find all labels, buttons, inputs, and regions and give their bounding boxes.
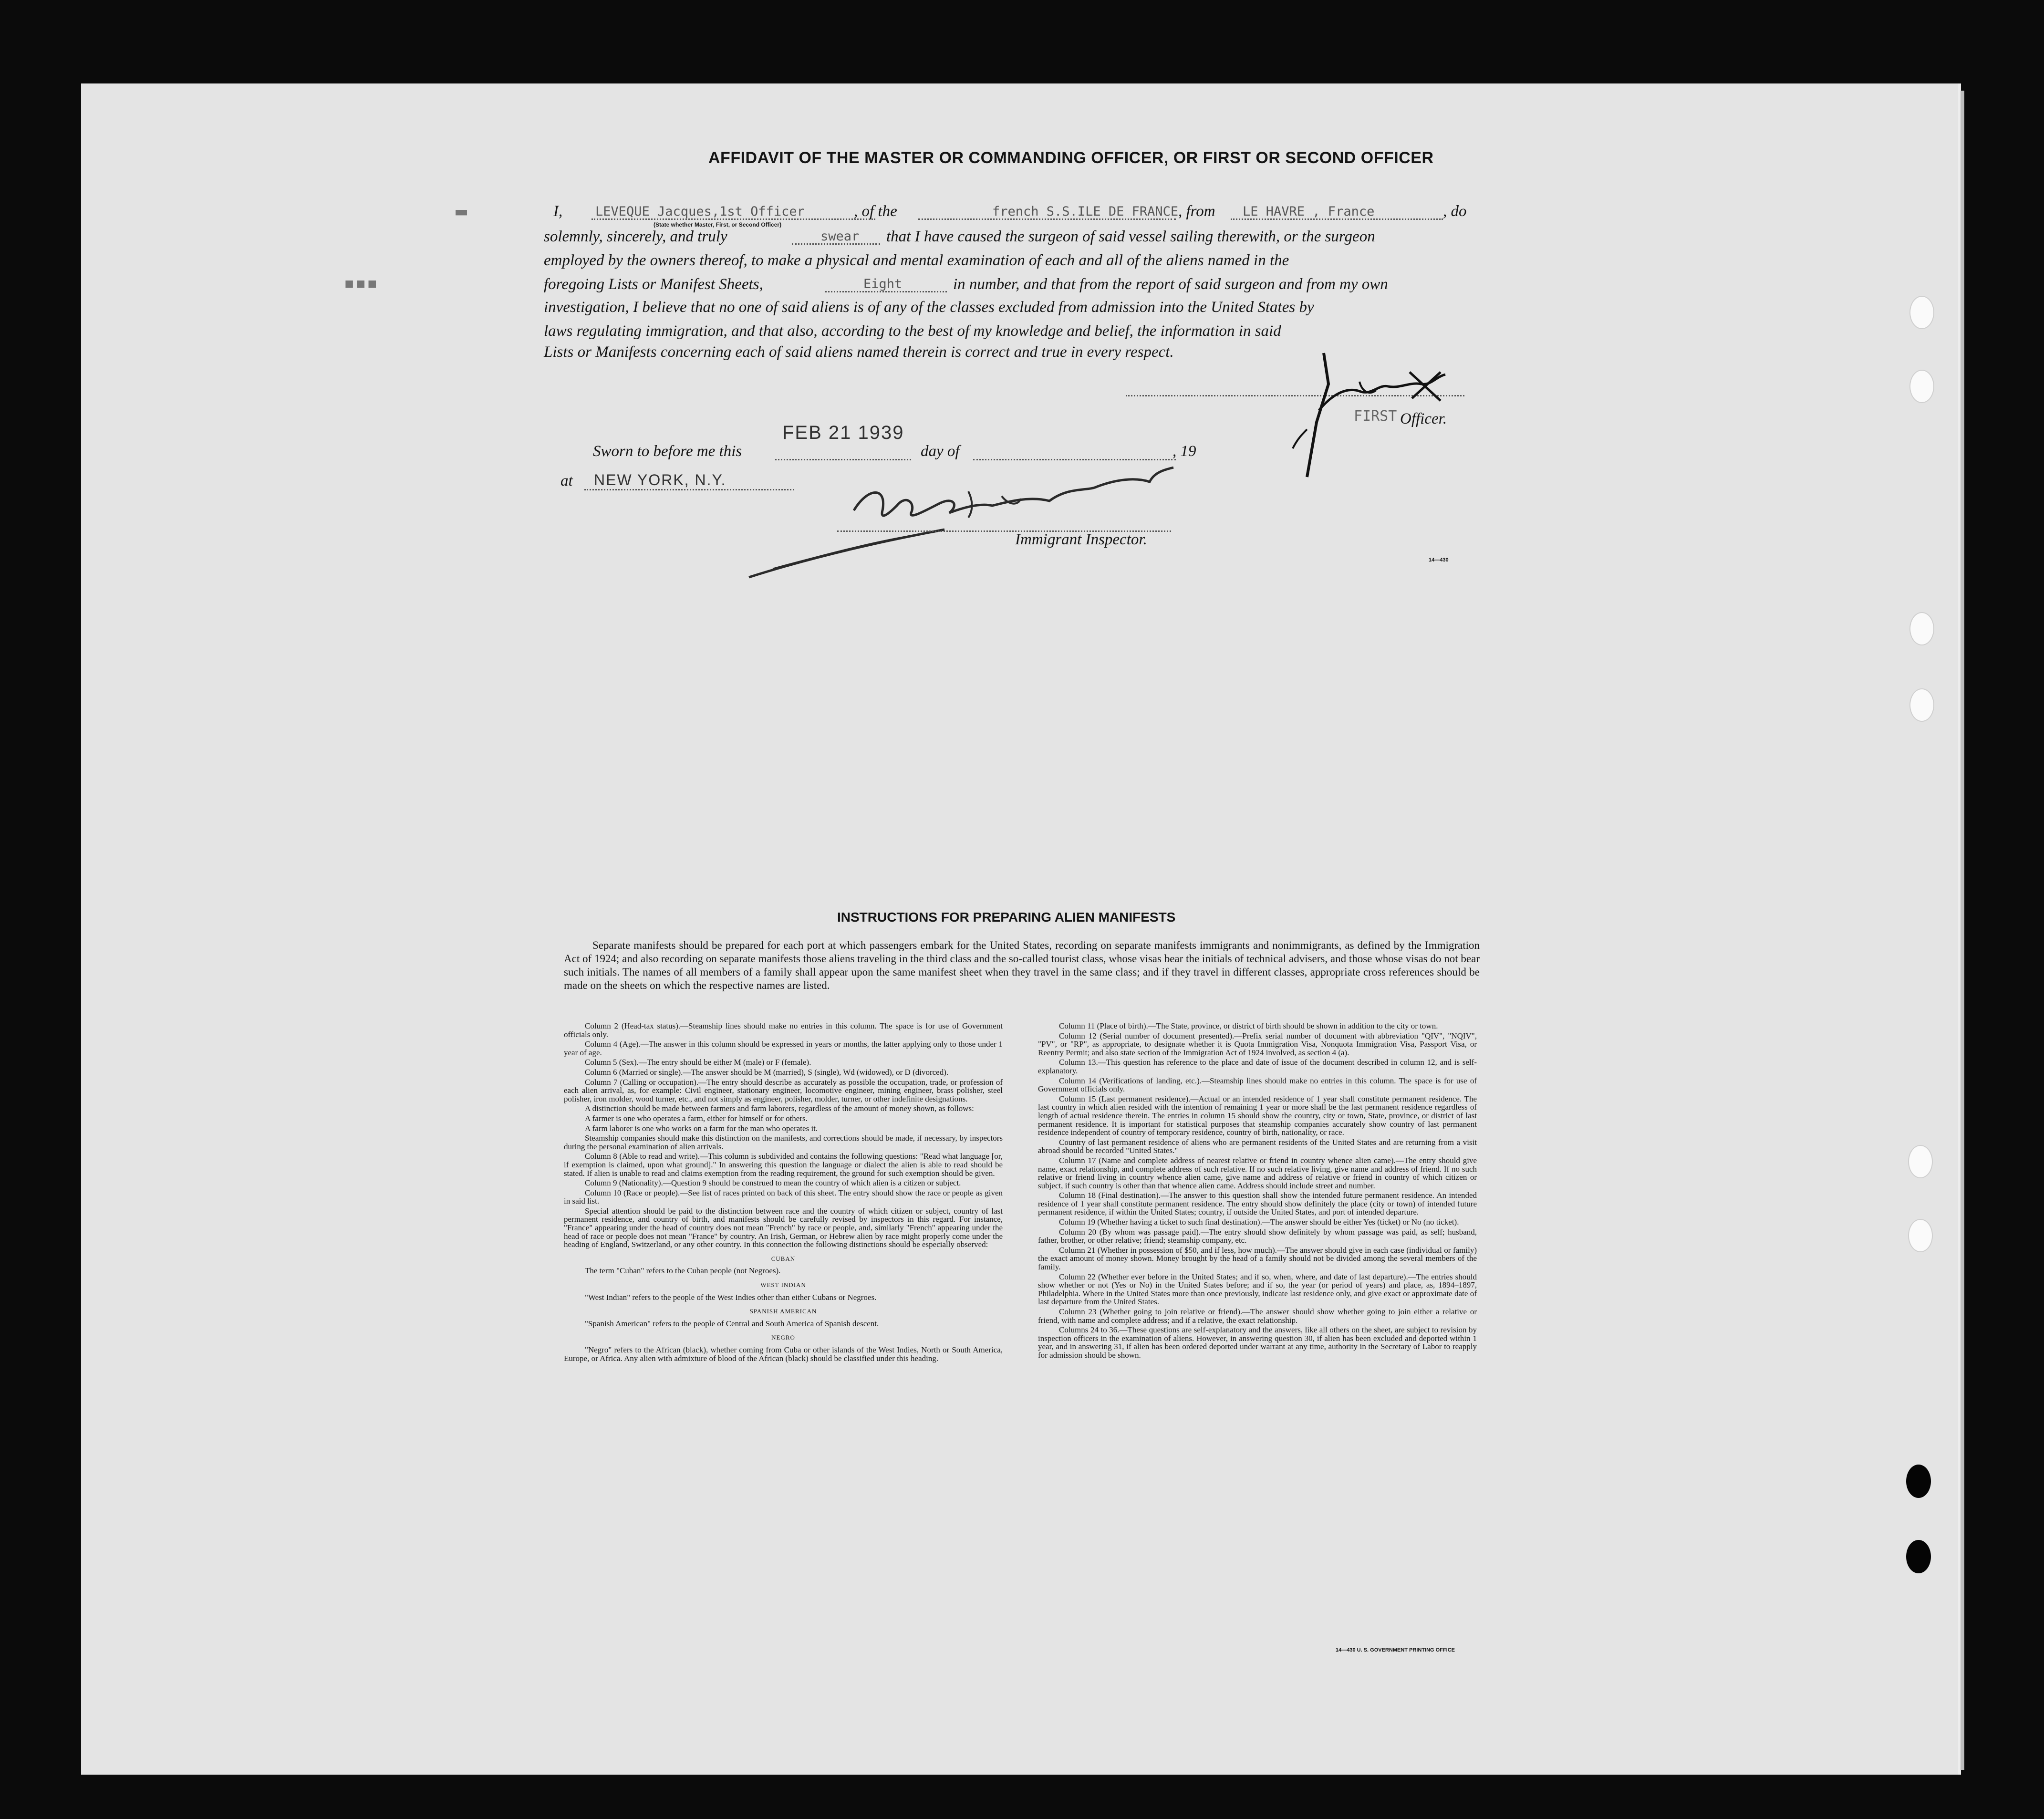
- paragraph: A farmer is one who operates a farm, either for himself or for others.: [585, 1113, 808, 1123]
- year-text: , 19: [1172, 443, 1196, 460]
- port-field: LE HAVRE , France: [1243, 204, 1375, 219]
- paragraph: Steamship companies should make this distinction on the manifests, and corrections should be made, if necessary, by inspectors during the personal examination of alien arrivals.: [564, 1133, 1003, 1151]
- sworn-text: Sworn to before me this: [593, 443, 742, 460]
- affidavit-line-3: employed by the owners thereof, to make a physical and mental examination of each and all of the aliens named in the: [544, 252, 1289, 269]
- affidavit-line-5: investigation, I believe that no one of said aliens is of any of the classes excluded from admission into the United States by: [544, 299, 1314, 316]
- instructions-intro: Separate manifests should be prepared for each port at which passengers embark for the United States, recording on separate manifests immigrants and nonimmigrants, as defined by the Immigration Act of 1924; and also recording on separate manifests those aliens traveling in the third class and the so-called tourist class, whose visas bear the initials of technical advisers, and those whose visas do not bear such initials. The names of all members of a family shall appear upon the same manifest sheet when they travel in the same class; and if they travel in different classes, appropriate cross references should be made on the sheets on which the respective names are listed.: [564, 939, 1480, 991]
- paragraph: A farm laborer is one who works on a farm for the man who operates it.: [585, 1123, 818, 1133]
- location-stamp: NEW YORK, N.Y.: [594, 471, 726, 489]
- definition-text: "West Indian" refers to the people of the West Indies other than either Cubans or Negroes.: [585, 1292, 877, 1302]
- ship-name-field: french S.S.ILE DE FRANCE: [992, 204, 1179, 219]
- officer-rank-note: (State whether Master, First, or Second Officer): [654, 221, 782, 228]
- paragraph: Column 21 (Whether in possession of $50, and if less, how much).—The answer should give in each case (individual or family) the exact amount of money shown. Money brought by the head of a family should not be divided among the several members of the family.: [1038, 1245, 1477, 1272]
- page-smudge: ▪▪▪: [343, 272, 378, 294]
- paragraph: Country of last permanent residence of aliens who are permanent residents of the United States and are returning from a visit abroad should be recorded "United States.": [1038, 1137, 1477, 1155]
- paragraph: Column 9 (Nationality).—Question 9 should be construed to mean the country of which alien is a citizen or subject.: [585, 1178, 961, 1188]
- paragraph: Column 8 (Able to read and write).—This column is subdivided and contains the following questions: "Read what language [or, if exemption is claimed, upon what ground]." In answering this question the language or dialect the alien is able to read should be stated. If alien is unable to read and claims exemption from the reading requirement, the ground for such exemption should be given.: [564, 1152, 1003, 1178]
- binder-hole: [1908, 1145, 1933, 1178]
- sheet-edge: [1961, 91, 1964, 1770]
- paragraph: Columns 24 to 36.—These questions are self-explanatory and the answers, like all others on the sheet, are subject to revision by inspection officers in the examination of aliens. However, in answering question 30, if alien has been excluded and deported within 1 year, and in answering 31, if alien has been ordered deported under warrant at any time, authority in the Secretary of Labor to reapply for admission should be shown.: [1038, 1325, 1477, 1360]
- officer-name-field: LEVEQUE Jacques,1st Officer: [595, 204, 805, 219]
- date-stamp: FEB 21 1939: [782, 422, 904, 443]
- instructions-left-column: [564, 1022, 1003, 1364]
- paragraph: Column 2 (Head-tax status).—Steamship lines should make no entries in this column. The space is for use of Government officials only.: [564, 1021, 1003, 1039]
- at-text: at: [560, 472, 573, 489]
- sheet-count-field: Eight: [863, 277, 903, 291]
- do-text: , do: [1443, 203, 1467, 220]
- instructions-title: INSTRUCTIONS FOR PREPARING ALIEN MANIFESTS: [837, 910, 1176, 925]
- paragraph: Column 4 (Age).—The answer in this column should be expressed in years or months, the latter applying only to those under 1 year of age.: [564, 1039, 1003, 1057]
- paragraph: Column 20 (By whom was passage paid).—The entry should show definitely by whom passage was paid, as self; husband, father, brother, or other relative; friend; steamship company, etc.: [1038, 1227, 1477, 1245]
- officer-rank-field: FIRST: [1354, 408, 1397, 425]
- affidavit-line-2b: that I have caused the surgeon of said vessel sailing therewith, or the surgeon: [886, 228, 1375, 245]
- officer-label: Officer.: [1400, 410, 1447, 427]
- pronoun-i: I,: [553, 203, 563, 220]
- binder-hole: [1909, 296, 1934, 329]
- affidavit-line-2a: solemnly, sincerely, and truly: [544, 228, 727, 245]
- paragraph: Column 12 (Serial number of document presented).—Prefix serial number of document with abbreviation "QIV", "NQIV", "PV", or "RP", as appropriate, to designate whether it is Quota Immigration Visa, Nonquota Immigration Visa, Passport Visa, or Reentry Permit; and also state section of the Immigration Act of 1924 involved, as section 4 (a).: [1038, 1031, 1477, 1057]
- definition-text: "Negro" refers to the African (black), whether coming from Cuba or other islands of the West Indies, North or South America, Europe, or Africa. Any alien with admixture of blood of the African (black) should be classified under this heading.: [564, 1345, 1003, 1363]
- paragraph: Column 18 (Final destination).—The answer to this question shall show the intended future permanent residence. An intended residence of 1 year shall constitute permanent residence. The entry should show definitely the place (city or town) of intended future permanent residence, if within the United States; country, if outside the United States, and port of intended departure.: [1038, 1191, 1477, 1217]
- affidavit-line-4b: in number, and that from the report of said surgeon and from my own: [953, 276, 1388, 293]
- definition-heading: CUBAN: [771, 1255, 796, 1262]
- affidavit-line-6: laws regulating immigration, and that also, according to the best of my knowledge and belief, the information in said: [544, 322, 1281, 340]
- paragraph: Column 11 (Place of birth).—The State, province, or district of birth should be shown in addition to the city or town.: [1059, 1021, 1438, 1030]
- binder-hole: [1909, 612, 1934, 645]
- definition-text: The term "Cuban" refers to the Cuban people (not Negroes).: [585, 1266, 781, 1276]
- instructions-right-column: [1038, 1022, 1477, 1361]
- inspector-label: Immigrant Inspector.: [1015, 531, 1147, 548]
- paragraph: Column 7 (Calling or occupation).—The entry should describe as accurately as possible the occupation, trade, or profession of each alien arrival, as, for example: Civil engineer, stationary engineer, locomotive engineer, mining engineer, brass polisher, steel polisher, iron molder, wood turner, etc., and not simply as engineer, polisher, molder, turner, or other indefinite designations.: [564, 1077, 1003, 1103]
- affidavit-form-code: 14—430: [1429, 557, 1449, 563]
- paragraph: Column 10 (Race or people).—See list of races printed on back of this sheet. The entry should show the race or people as given in said list.: [564, 1188, 1003, 1206]
- paragraph: Column 19 (Whether having a ticket to such final destination).—The answer should be either Yes (ticket) or No (no ticket).: [1059, 1217, 1459, 1227]
- page-smudge: ▬: [456, 200, 467, 222]
- affidavit-title: AFFIDAVIT OF THE MASTER OR COMMANDING OFFICER, OR FIRST OR SECOND OFFICER: [708, 149, 1434, 167]
- binder-hole: [1908, 1219, 1933, 1252]
- definition-heading: NEGRO: [771, 1334, 795, 1341]
- binder-hole: [1906, 1465, 1931, 1498]
- paragraph: Column 23 (Whether going to join relative or friend).—The answer should show whether going to join either a relative or friend, with name and complete address; and if a relative, the exact relationship.: [1038, 1307, 1477, 1325]
- affidavit-line-1: [553, 203, 562, 220]
- definition-text: "Spanish American" refers to the people of Central and South America of Spanish descent.: [585, 1319, 879, 1328]
- paragraph: Column 17 (Name and complete address of nearest relative or friend in country whence alien came).—The entry should give name, exact relationship, and complete address of such relative. If no such relative living, give name and address of friend. If no such relative or friend living in country whence alien came, give name and address of relative or friend in country of which citizen or subject, if such country is other than that whence alien came. Address should include street and number.: [1038, 1155, 1477, 1190]
- binder-hole: [1906, 1540, 1931, 1573]
- printer-credit: 14—430 U. S. GOVERNMENT PRINTING OFFICE: [1336, 1647, 1455, 1653]
- paragraph: Special attention should be paid to the distinction between race and the country of which citizen or subject, country of last permanent residence, and country of birth, and manifests should be carefully revised by inspectors in this regard. For instance, "France" appearing under the head of country does not mean "French" by race or people, and, similarly "French" appearing under the head of race or people does not mean "France" by country. An Irish, German, or Hebrew alien by race might properly come under the heading of England, Switzerland, or any other country. In this connection the following distinctions should be especially observed:: [564, 1206, 1003, 1249]
- paragraph: Column 15 (Last permanent residence).—Actual or an intended residence of 1 year shall constitute permanent residence. The last country in which alien resided with the intention of remaining 1 year or more shall be the last permanent residence regardless of length of actual residence therein. The entries in column 15 should show the country, city or town, State, province, or district of last permanent residence. It is important for statistical purposes that steamship companies accurately show country of last permanent residence independent of country of temporary residence, country of birth, nationality, or race.: [1038, 1094, 1477, 1137]
- paragraph: Column 14 (Verifications of landing, etc.).—Steamship lines should make no entries in this column. The space is for use of Government officials only.: [1038, 1076, 1477, 1094]
- paragraph: Column 13.—This question has reference to the place and date of issue of the document described in column 12, and is self-explanatory.: [1038, 1058, 1477, 1075]
- binder-hole: [1909, 370, 1934, 403]
- paragraph: Column 5 (Sex).—The entry should be either M (male) or F (female).: [585, 1058, 811, 1067]
- inspector-signature: [744, 458, 1274, 582]
- definition-heading: SPANISH AMERICAN: [749, 1308, 817, 1315]
- affidavit-line-4a: foregoing Lists or Manifest Sheets,: [544, 276, 763, 293]
- paragraph: Column 6 (Married or single).—The answer should be M (married), S (single), Wd (widowed), or D (divorced).: [585, 1067, 949, 1077]
- of-the-text: , of the: [854, 203, 897, 220]
- day-of-text: day of: [921, 443, 960, 460]
- binder-hole: [1909, 688, 1934, 722]
- from-text: , from: [1178, 203, 1215, 220]
- affidavit-line-7: Lists or Manifests concerning each of said aliens named therein is correct and true in every respect.: [544, 343, 1174, 361]
- paragraph: A distinction should be made between farmers and farm laborers, regardless of the amount of money shown, as follows:: [585, 1104, 974, 1113]
- definition-heading: WEST INDIAN: [760, 1281, 806, 1289]
- oath-field: swear: [820, 229, 860, 244]
- paragraph: Column 22 (Whether ever before in the United States; and if so, when, where, and date of last departure).—The entries should show whether or not (Yes or No) in the United States before; and if so, the year (or period of years) and place, as, 1894–1897, Philadelphia. Where in the United States more than once previously, indicate last residence only, and give exact or approximate date of last departure from the United States.: [1038, 1272, 1477, 1307]
